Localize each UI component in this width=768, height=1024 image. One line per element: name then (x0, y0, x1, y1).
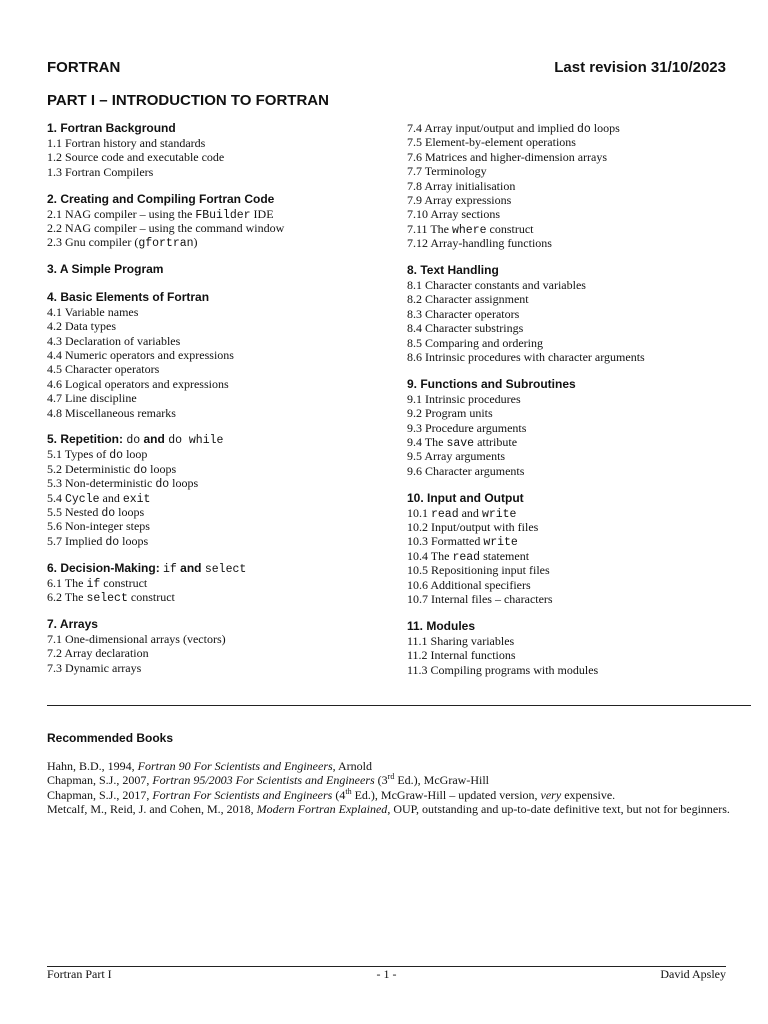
code-keyword: do while (168, 434, 224, 448)
contents-item (47, 334, 387, 348)
text-run: 5.3 Non-deterministic (47, 476, 156, 491)
text-run: 9. Functions and Subroutines (407, 376, 576, 391)
section-heading (47, 617, 387, 632)
code-keyword: write (481, 507, 517, 521)
text-run: 2.3 Gnu compiler ( (47, 235, 139, 250)
ordinal-suffix: th (345, 786, 352, 796)
text-run: 4.7 Line discipline (47, 391, 137, 406)
contents-item (407, 421, 737, 435)
contents-section (47, 192, 387, 250)
code-keyword: do (133, 463, 148, 477)
recommended-books-list (47, 759, 737, 817)
contents-item (407, 150, 737, 164)
text-run: 2.1 NAG compiler – using the (47, 206, 196, 221)
footer-page-number: - 1 - (376, 967, 397, 981)
code-keyword: do (105, 535, 120, 549)
text-run: , OUP, outstanding and up-to-date definitive text, but not for beginners. (387, 802, 730, 817)
text-run: 7.1 One-dimensional arrays (vectors) (47, 631, 226, 646)
text-run: 1.2 Source code and executable code (47, 150, 225, 165)
text-run: 11.3 Compiling programs with modules (407, 662, 599, 677)
book-entry (47, 802, 737, 816)
text-run: 7.2 Array declaration (47, 646, 149, 661)
part-title: PART I – INTRODUCTION TO FORTRAN (47, 92, 329, 109)
italic-title: Fortran 90 For Scientists and Engineers (137, 759, 333, 773)
text-run: 7.9 Array expressions (407, 192, 512, 207)
text-run: 7.12 Array-handling functions (407, 236, 552, 251)
text-run: 4.4 Numeric operators and expressions (47, 348, 234, 363)
text-run: loops (147, 461, 177, 476)
text-run: loop (123, 447, 148, 462)
text-run: 7.4 Array input/output and implied (407, 121, 577, 135)
text-run: 6. Decision-Making: (47, 560, 164, 575)
section-divider (47, 705, 751, 706)
book-entry (47, 759, 737, 773)
section-heading (47, 121, 387, 136)
contents-item (47, 165, 387, 179)
text-run: 8.4 Character substrings (407, 321, 524, 336)
contents-item (407, 406, 737, 420)
contents-section (47, 262, 387, 277)
book-entry (47, 773, 737, 787)
text-run: 9.1 Intrinsic procedures (407, 391, 521, 406)
contents-item (47, 319, 387, 333)
contents-section (47, 432, 387, 548)
contents-item (407, 193, 737, 207)
text-run: 5.6 Non-integer steps (47, 519, 150, 534)
text-run: loops (169, 476, 199, 491)
text-run: attribute (474, 435, 518, 450)
contents-section (407, 377, 737, 478)
contents-item (47, 590, 387, 604)
code-keyword: where (452, 223, 487, 237)
text-run: construct (100, 575, 148, 590)
text-run: construct (486, 221, 534, 236)
text-run: ) (193, 235, 198, 250)
contents-left-column (47, 121, 387, 688)
text-run: 5.2 Deterministic (47, 461, 134, 476)
code-keyword: FBuilder (195, 208, 251, 222)
text-run: 4.8 Miscellaneous remarks (47, 405, 176, 420)
contents-item (407, 534, 737, 548)
text-run: 10.7 Internal files – characters (407, 592, 553, 607)
contents-item (47, 576, 387, 590)
code-keyword: write (483, 536, 518, 550)
ordinal-suffix: rd (387, 772, 395, 782)
contents-item (407, 506, 737, 520)
text-run: Ed.), McGraw-Hill – updated version, (351, 787, 541, 802)
text-run: 8.5 Comparing and ordering (407, 335, 543, 350)
text-run: 7. Arrays (47, 616, 98, 631)
contents-item (407, 164, 737, 178)
contents-item (47, 207, 387, 221)
text-run: , Arnold (332, 759, 373, 773)
italic-title: Modern Fortran Explained (256, 802, 388, 817)
text-run: 7.11 The (407, 221, 452, 236)
contents-item (47, 447, 387, 461)
document-name: FORTRAN (47, 59, 121, 76)
contents-item (47, 491, 387, 505)
page-header (47, 59, 726, 79)
text-run: 10. Input and Output (407, 490, 524, 505)
contents-item (407, 392, 737, 406)
section-heading (407, 619, 737, 634)
text-run: 7.8 Array initialisation (407, 178, 516, 193)
text-run: 4.3 Declaration of variables (47, 333, 181, 348)
text-run: 5.7 Implied (47, 533, 106, 548)
contents-right-column (407, 121, 737, 690)
text-run: 1.3 Fortran Compilers (47, 164, 154, 179)
text-run: and (176, 560, 205, 575)
section-heading (47, 432, 387, 447)
section-heading (407, 491, 737, 506)
text-run: 5. Repetition (47, 432, 120, 447)
text-run: Metcalf, M., Reid, J. and Cohen, M., 2018, (47, 802, 257, 817)
text-run: 10.5 Repositioning input files (407, 563, 550, 578)
text-run: 11.1 Sharing variables (407, 633, 515, 648)
code-keyword: select (204, 562, 247, 576)
contents-item (407, 121, 737, 135)
code-keyword: if (163, 562, 177, 576)
footer-author: David Apsley (660, 967, 726, 981)
contents-item (47, 221, 387, 235)
code-keyword: save (446, 437, 475, 451)
contents-item (47, 462, 387, 476)
text-run: 5.5 Nested (47, 505, 102, 520)
text-run: 11. Modules (407, 618, 476, 633)
text-run: 10.4 The (407, 548, 453, 563)
contents-item (407, 307, 737, 321)
section-heading (47, 192, 387, 207)
contents-item (407, 292, 737, 306)
text-run: 10.3 Formatted (407, 534, 484, 549)
code-keyword: select (86, 592, 128, 606)
text-run: 4.6 Logical operators and expressions (47, 376, 229, 391)
italic-title: Fortran 95/2003 For Scientists and Engineers (152, 773, 375, 788)
text-run: loops (590, 121, 620, 135)
section-heading (407, 377, 737, 392)
text-run: 8.1 Character constants and variables (407, 278, 586, 293)
contents-item (47, 476, 387, 490)
text-run: 4.1 Variable names (47, 304, 139, 319)
text-run: 10.2 Input/output with files (407, 520, 539, 535)
text-run: 7.5 Element-by-element operations (407, 135, 576, 150)
contents-item (407, 663, 737, 677)
text-run: 9.3 Procedure arguments (407, 420, 527, 435)
text-run: 9.5 Array arguments (407, 449, 506, 464)
contents-item (47, 661, 387, 675)
code-keyword: do (576, 123, 591, 136)
text-run: (3 (374, 773, 388, 788)
contents-item (407, 435, 737, 449)
text-run: 9.6 Character arguments (407, 463, 525, 478)
contents-item (407, 563, 737, 577)
contents-item (47, 534, 387, 548)
contents-item (47, 391, 387, 405)
contents-section (47, 617, 387, 675)
contents-section (407, 491, 737, 607)
text-run: 7.10 Array sections (407, 207, 500, 222)
text-run: 4.2 Data types (47, 319, 116, 334)
contents-item (407, 321, 737, 335)
code-keyword: read (431, 507, 459, 521)
text-run: 1. Fortran Background (47, 121, 176, 135)
contents-item (407, 464, 737, 478)
text-run: 10.6 Additional specifiers (407, 577, 531, 592)
contents-item (407, 520, 737, 534)
code-keyword: Cycle (65, 492, 100, 506)
text-run: 4.5 Character operators (47, 362, 160, 377)
text-run: 11.2 Internal functions (407, 648, 516, 663)
code-keyword: gfortran (138, 237, 194, 251)
revision-date: Last revision 31/10/2023 (554, 59, 726, 76)
text-run: 8.6 Intrinsic procedures with character arguments (407, 349, 645, 364)
text-run: 6.1 The (47, 575, 87, 590)
text-run: and (458, 505, 482, 520)
text-run: loops (115, 505, 145, 520)
code-keyword: exit (122, 492, 151, 506)
contents-item (407, 449, 737, 463)
text-run: 5.4 (47, 490, 65, 505)
section-heading (47, 262, 387, 277)
recommended-books-heading: Recommended Books (47, 731, 174, 745)
text-run: 3. A Simple Program (47, 262, 164, 277)
contents-item (407, 578, 737, 592)
code-keyword: do (126, 434, 141, 448)
contents-item (47, 505, 387, 519)
contents-item (407, 634, 737, 648)
contents-item (407, 549, 737, 563)
code-keyword: read (452, 550, 481, 564)
contents-item (407, 350, 737, 364)
contents-item (47, 305, 387, 319)
text-run: expensive. (561, 787, 616, 802)
contents-item (47, 632, 387, 646)
text-run: and (140, 432, 169, 447)
text-run: Chapman, S.J., 2007, (47, 773, 153, 788)
text-run: 6.2 The (47, 590, 87, 605)
contents-item (407, 336, 737, 350)
text-run: statement (480, 548, 530, 563)
text-run: IDE (250, 206, 274, 221)
code-keyword: if (86, 577, 101, 591)
contents-section (47, 561, 387, 605)
text-run: 9.2 Program units (407, 406, 493, 421)
text-run: 5.1 Types of (47, 447, 110, 462)
text-run: 7.7 Terminology (407, 164, 487, 179)
text-run: and (99, 490, 123, 505)
text-run: loops (119, 533, 149, 548)
contents-section (407, 121, 737, 251)
contents-item (47, 519, 387, 533)
contents-item (47, 362, 387, 376)
contents-section (47, 290, 387, 420)
text-run: 7.3 Dynamic arrays (47, 660, 142, 675)
text-run: 10.1 (407, 505, 431, 520)
page-footer (47, 967, 726, 983)
contents-item (407, 135, 737, 149)
text-run: 2. Creating and Compiling Fortran Code (47, 191, 275, 206)
section-heading (47, 290, 387, 305)
text-run: Ed.), McGraw-Hill (394, 773, 489, 788)
contents-item (407, 207, 737, 221)
text-run: 4. Basic Elements of Fortran (47, 289, 210, 304)
text-run: Chapman, S.J., 2017, (47, 787, 153, 802)
text-run: (4 (332, 787, 346, 802)
italic-title: very (540, 787, 562, 802)
contents-item (47, 235, 387, 249)
contents-item (47, 406, 387, 420)
contents-item (407, 236, 737, 250)
text-run: 8. Text Handling (407, 263, 499, 278)
section-heading (47, 561, 387, 576)
contents-item (47, 150, 387, 164)
contents-item (47, 136, 387, 150)
code-keyword: do (109, 449, 124, 463)
contents-section (407, 263, 737, 364)
contents-section (47, 121, 387, 179)
footer-document-title: Fortran Part I (47, 967, 112, 981)
text-run: 9.4 The (407, 435, 447, 450)
contents-item (47, 348, 387, 362)
code-keyword: do (101, 507, 116, 521)
contents-item (407, 648, 737, 662)
contents-item (407, 278, 737, 292)
section-heading (407, 263, 737, 278)
text-run: 8.3 Character operators (407, 306, 520, 321)
contents-item (47, 646, 387, 660)
code-keyword: do (155, 478, 170, 492)
text-run: : (119, 432, 127, 447)
text-run: 7.6 Matrices and higher-dimension arrays (407, 149, 608, 164)
italic-title: Fortran For Scientists and Engineers (152, 787, 333, 802)
contents-section (407, 619, 737, 677)
contents-item (407, 222, 737, 236)
contents-item (407, 179, 737, 193)
contents-item (407, 592, 737, 606)
text-run: construct (127, 590, 175, 605)
text-run: Hahn, B.D., 1994, (47, 759, 138, 773)
book-entry (47, 788, 737, 802)
text-run: 1.1 Fortran history and standards (47, 136, 206, 150)
text-run: 8.2 Character assignment (407, 292, 529, 307)
contents-item (47, 377, 387, 391)
text-run: 2.2 NAG compiler – using the command window (47, 221, 285, 236)
